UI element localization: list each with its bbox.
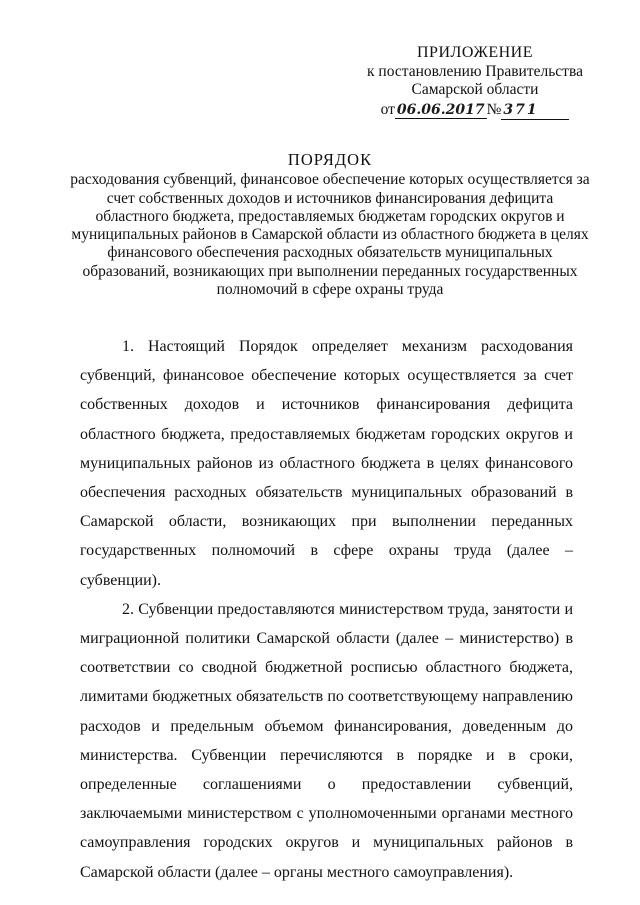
attachment-date-line (350, 101, 600, 120)
date-prefix: от (380, 101, 395, 118)
attachment-line-region: Самарской области (411, 81, 539, 98)
attachment-line-resolution: к постановлению Правительства (367, 63, 583, 80)
document-heading (70, 151, 590, 299)
attachment-block (350, 44, 600, 120)
number-prefix: № (486, 101, 502, 118)
paragraph-1: 1. Настоящий Порядок определяет механизм расходования субвенций, финансовое обеспечение которых осуществляется за счет собственных доходов и источников финансирования дефицита областного бюджета, предоставляемых бюджетам городских округов и муниципальных районов из областного бюджета в целях финансового обеспечения расходных обязательств муниципальных образований в Самарской области, возникающих при выполнении переданных государственных полномочий в сфере охраны труда (далее – субвенции). (80, 338, 573, 589)
heading-title: ПОРЯДОК (287, 150, 373, 169)
document-body (80, 332, 573, 887)
heading-subtitle: расходования субвенций, финансовое обеспечение которых осуществляется за счет собственных доходов и источников финансирования дефицита областного бюджета, предоставляемых бюджетам городских округов и муниципальных районов в Самарской области из областного бюджета в целях финансового обеспечения расходных обязательств муниципальных образований, возникающих при выполнении переданных государственных полномочий в сфере охраны труда (70, 171, 590, 299)
paragraph-2: 2. Субвенции предоставляются министерством труда, занятости и миграционной политики Самарской области (далее – министерство) в соответствии со сводной бюджетной росписью областного бюджета, лимитами бюджетных обязательств по соответствующему направлению расходов и предельным объемом финансирования, доведенным до министерства. Субвенции перечисляются в порядке и в сроки, определенные соглашениями о предоставлении субвенций, заключаемыми министерством с уполномоченными органами местного самоуправления городских округов и муниципальных районов в Самарской области (далее – органы местного самоуправления). (80, 600, 573, 881)
attachment-title: ПРИЛОЖЕНИЕ (416, 44, 533, 61)
handwritten-number: 371 (501, 101, 569, 120)
handwritten-date: 06.06.2017 (396, 102, 485, 118)
